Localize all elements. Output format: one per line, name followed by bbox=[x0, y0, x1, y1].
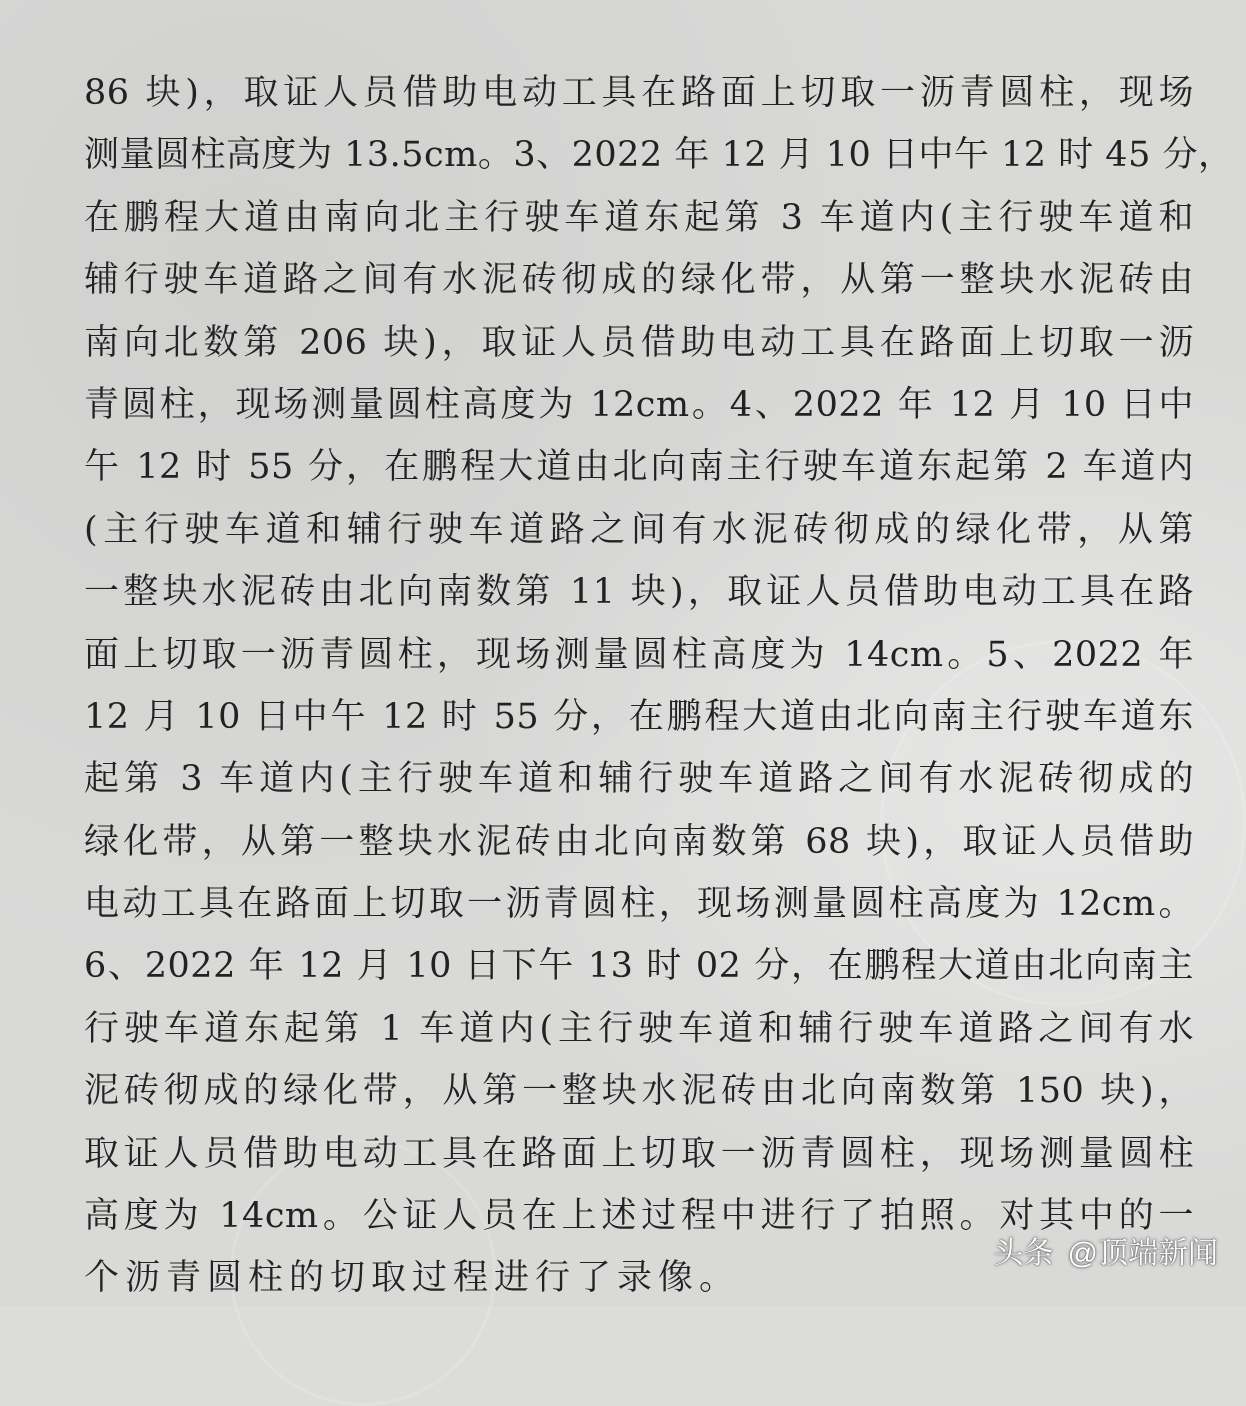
text-line-last: 个沥青圆柱的切取过程进行了录像。 bbox=[84, 1258, 741, 1299]
text-line: 午 12 时 55 分，在鹏程大道由北向南主行驶车道东起第 2 车道内 bbox=[84, 447, 1194, 488]
text-line: 86 块)，取证人员借助电动工具在路面上切取一沥青圆柱，现场 bbox=[84, 73, 1194, 113]
text-line: 青圆柱，现场测量圆柱高度为 12cm。4、2022 年 12 月 10 日中 bbox=[84, 384, 1194, 425]
watermark-account: @顶端新闻 bbox=[1067, 1237, 1218, 1270]
text-line: 电动工具在路面上切取一沥青圆柱，现场测量圆柱高度为 12cm。 bbox=[84, 884, 1194, 925]
watermark-platform: 头条 bbox=[993, 1237, 1054, 1270]
text-line: 取证人员借助电动工具在路面上切取一沥青圆柱，现场测量圆柱 bbox=[84, 1133, 1194, 1174]
text-line: 测量圆柱高度为 13.5cm。3、2022 年 12 月 10 日中午 12 时 45 分， bbox=[84, 135, 1234, 176]
text-line: 6、2022 年 12 月 10 日下午 13 时 02 分，在鹏程大道由北向南主 bbox=[84, 946, 1194, 987]
text-line: 在鹏程大道由南向北主行驶车道东起第 3 车道内(主行驶车道和 bbox=[84, 197, 1194, 238]
source-watermark bbox=[994, 1228, 1218, 1272]
text-line: 绿化带，从第一整块水泥砖由北向南数第 68 块)，取证人员借助 bbox=[84, 821, 1194, 862]
text-line: 行驶车道东起第 1 车道内(主行驶车道和辅行驶车道路之间有水 bbox=[84, 1008, 1194, 1049]
text-line: 南向北数第 206 块)，取证人员借助电动工具在路面上切取一沥 bbox=[84, 322, 1194, 363]
text-line: 12 月 10 日中午 12 时 55 分，在鹏程大道由北向南主行驶车道东 bbox=[84, 696, 1194, 737]
text-line: 一整块水泥砖由北向南数第 11 块)，取证人员借助电动工具在路 bbox=[84, 572, 1194, 613]
text-line: 高度为 14cm。公证人员在上述过程中进行了拍照。对其中的一 bbox=[84, 1196, 1194, 1237]
text-line: 起第 3 车道内(主行驶车道和辅行驶车道路之间有水泥砖彻成的 bbox=[84, 759, 1194, 800]
document-body bbox=[84, 62, 1234, 1310]
text-line: 面上切取一沥青圆柱，现场测量圆柱高度为 14cm。5、2022 年 bbox=[84, 634, 1194, 675]
text-line: (主行驶车道和辅行驶车道路之间有水泥砖彻成的绿化带，从第 bbox=[84, 509, 1194, 550]
text-line: 辅行驶车道路之间有水泥砖彻成的绿化带，从第一整块水泥砖由 bbox=[84, 260, 1194, 301]
text-line: 泥砖彻成的绿化带，从第一整块水泥砖由北向南数第 150 块)， bbox=[84, 1071, 1194, 1112]
